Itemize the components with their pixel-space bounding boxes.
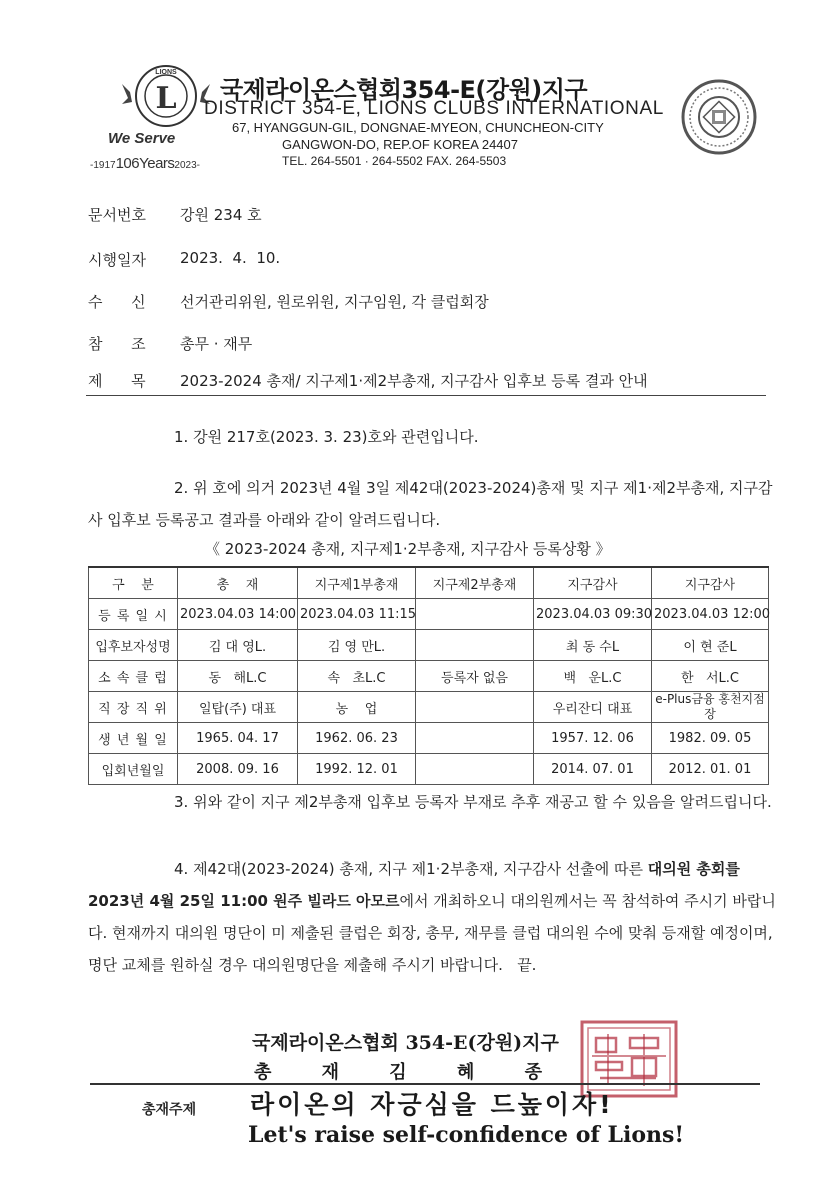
years-badge	[90, 155, 200, 172]
row-label-registration-time: 등 록 일 시	[89, 599, 178, 630]
table-cell: 1962. 06. 23	[298, 723, 416, 754]
subject: 2023-2024 총재/ 지구제1·제2부총재, 지구감사 입후보 등록 결과 안내	[180, 372, 648, 390]
doc-number: 강원 234 호	[180, 206, 262, 224]
sender-organization: 국제라이온스협회 354-E(강원)지구	[252, 1032, 559, 1054]
row-label-candidate-name: 입후보자성명	[89, 630, 178, 661]
recipient: 선거관리위원, 원로위원, 지구임원, 각 클럽회장	[180, 293, 489, 311]
we-serve-slogan: We Serve	[108, 130, 176, 147]
table-header-row	[89, 567, 769, 599]
assembly-details: 대의원 총회를 2023년 4월 25일 11:00 원주 빌라드 아모르	[88, 860, 740, 910]
table-cell: 2012. 01. 01	[652, 754, 769, 785]
table-cell: 우리잔디 대표	[534, 692, 652, 723]
table-cell: 백 운L.C	[534, 661, 652, 692]
logo-text: LIONS	[155, 69, 177, 76]
table-cell	[416, 723, 534, 754]
table-cell: 1965. 04. 17	[178, 723, 298, 754]
registration-table	[88, 566, 769, 785]
header-governor: 총 재	[178, 567, 298, 599]
paragraph-2: 2. 위 호에 의거 2023년 4월 3일 제42대(2023-2024)총재 및 지구 제1·제2부총재, 지구감사 입후보 등록공고 결과를 아래와 같이 알려드립니다.	[88, 479, 773, 529]
issue-date-label: 시행일자	[88, 251, 146, 269]
reference: 총무 · 재무	[180, 335, 253, 353]
table-cell	[416, 754, 534, 785]
table-cell	[416, 630, 534, 661]
table-cell: 이 현 준L	[652, 630, 769, 661]
svg-text:L: L	[155, 81, 177, 116]
table-cell: 등록자 없음	[416, 661, 534, 692]
table-cell: 농 업	[298, 692, 416, 723]
sender-governor-name: 총 재 김 혜 종	[254, 1062, 543, 1083]
years-count: 106Years	[115, 155, 175, 172]
table-title: 《 2023-2024 총재, 지구제1·2부총재, 지구감사 등록상황 》	[205, 540, 611, 558]
header-first-vice-governor: 지구제1부총재	[298, 567, 416, 599]
recipient-label: 수 신	[88, 293, 146, 311]
table-cell: 2008. 09. 16	[178, 754, 298, 785]
table-cell: 일탑(주) 대표	[178, 692, 298, 723]
table-row	[89, 754, 769, 785]
header-divider	[86, 395, 766, 396]
table-cell: 동 해L.C	[178, 661, 298, 692]
table-row	[89, 692, 769, 723]
address-line-1: 67, HYANGGUN-GIL, DONGNAE-MYEON, CHUNCHEON-CITY	[232, 120, 604, 135]
table-cell: 한 서L.C	[652, 661, 769, 692]
row-label-join-date: 입회년월일	[89, 754, 178, 785]
table-cell: 1992. 12. 01	[298, 754, 416, 785]
paragraph-1: 1. 강원 217호(2023. 3. 23)호와 관련입니다.	[174, 428, 479, 446]
governor-motto: 라이온의 자긍심을 드높이자!	[250, 1090, 614, 1119]
header-category: 구 분	[89, 567, 178, 599]
table-cell: 김 대 영L.	[178, 630, 298, 661]
table-cell: 김 영 만L.	[298, 630, 416, 661]
table-cell: 2023.04.03 09:30	[534, 599, 652, 630]
doc-number-label: 문서번호	[88, 206, 146, 224]
table-row	[89, 661, 769, 692]
table-cell: e-Plus금융 홍천지점장	[652, 692, 769, 723]
reference-label: 참 조	[88, 335, 146, 353]
table-cell: 2014. 07. 01	[534, 754, 652, 785]
organization-name-english: DISTRICT 354-E, LIONS CLUBS INTERNATIONAL	[204, 98, 664, 119]
table-row	[89, 723, 769, 754]
governor-motto-english: Let's raise self-confidence of Lions!	[248, 1122, 685, 1148]
paragraph-4	[88, 853, 778, 981]
row-label-occupation: 직 장 직 위	[89, 692, 178, 723]
paragraph-4-intro: 4. 제42대(2023-2024) 총재, 지구 제1·2부총재, 지구감사 선출에 따른	[174, 860, 648, 878]
table-cell	[416, 599, 534, 630]
paragraph-4-rest: 에서 개최하오니 대의원께서는 꼭 참석하여 주시기 바랍니다. 현재까지 대의원 명단이 미 제출된 클럽은 회장, 총무, 재무를 클럽 대의원 수에 맞춰 등재할 예정이며, 명단 교체를 원하실 경우 대의원명단을 제출해 주시기 바랍니다. 끝.	[88, 892, 778, 974]
row-label-birthdate: 생 년 월 일	[89, 723, 178, 754]
table-cell: 2023.04.03 14:00	[178, 599, 298, 630]
table-cell: 1982. 09. 05	[652, 723, 769, 754]
table-row	[89, 599, 769, 630]
table-cell: 2023.04.03 11:15	[298, 599, 416, 630]
address-line-2: GANGWON-DO, REP.OF KOREA 24407	[282, 137, 518, 152]
district-seal-logo	[680, 78, 758, 156]
row-label-club: 소 속 클 럽	[89, 661, 178, 692]
table-cell: 2023.04.03 12:00	[652, 599, 769, 630]
table-cell: 최 동 수L	[534, 630, 652, 661]
contact-numbers: TEL. 264-5501 · 264-5502 FAX. 264-5503	[282, 154, 507, 168]
paragraph-3: 3. 위와 같이 지구 제2부총재 입후보 등록자 부재로 추후 재공고 할 수 있음을 알려드립니다.	[174, 793, 772, 811]
table-cell: 속 초L.C	[298, 661, 416, 692]
header-auditor-2: 지구감사	[652, 567, 769, 599]
subject-label: 제 목	[88, 372, 146, 390]
years-end: 2023-	[174, 160, 200, 171]
years-start: -1917	[90, 160, 116, 171]
motto-label: 총재주제	[142, 1102, 197, 1118]
header-auditor-1: 지구감사	[534, 567, 652, 599]
issue-date: 2023. 4. 10.	[180, 249, 281, 267]
table-cell: 1957. 12. 06	[534, 723, 652, 754]
header-second-vice-governor: 지구제2부총재	[416, 567, 534, 599]
table-cell	[416, 692, 534, 723]
organization-name-korean: 국제라이온스협회354-E(강원)지구	[220, 76, 588, 104]
table-row	[89, 630, 769, 661]
